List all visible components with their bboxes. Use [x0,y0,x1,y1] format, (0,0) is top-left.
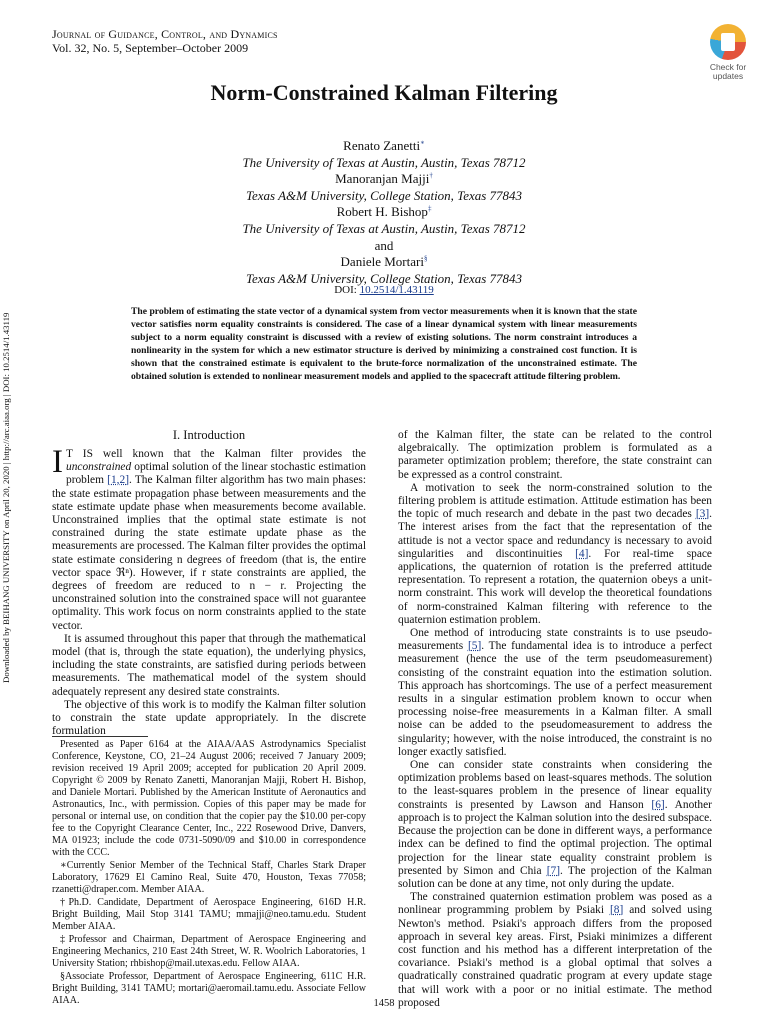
right-column [398,429,712,1010]
left-column [52,444,366,738]
author-name: Robert H. Bishop‡ [336,204,432,220]
journal-header [52,27,278,55]
check-for-updates-icon [710,24,746,60]
citation-link[interactable]: [7] [546,864,561,877]
paragraph: The objective of this work is to modify the Kalman filter solution to constrain the state update appropriately. In the discrete formulation [52,698,366,738]
intro-paragraph: I T IS well known that the Kalman filter provides the unconstrained optimal solution of the linear stochastic estimation problem [1,2]. The Kalman filter algorithm has two main phases: the state estimate propagation phase between measurements and the state estimate update phase when measurements become available. Unconstrained implies that the optimal state estimate is not constrained during the state estimate update phase as the measurements are processed. The Kalman filter provides the optimal state estimate considering n degrees of freedom (that is, the entire vector space ℜⁿ). However, if r state constraints are applied, the degrees of freedom are reduced to n − r. Projecting the unconstrained solution into the constrained space will not guarantee optimality. This work focus on norm constraints applied to the state vector. [52,444,366,632]
dropcap: I [52,444,63,480]
badge-label-1: Check for [709,62,747,72]
footnote: †Ph.D. Candidate, Department of Aerospace Engineering, 616D H.R. Bright Building, Mail Stop 3141 TAMU; mmajji@neo.tamu.edu. Student Member AIAA. [52,897,366,932]
journal-volume: Vol. 32, No. 5, September–October 2009 [52,41,249,55]
paragraph: The constrained quaternion estimation problem was posed as a nonlinear programming problem by Psiaki [8] and solved using Newton's method. Psiaki's approach differs from the proposed approach in several key areas. First, Psiaki minimizes a different cost function and his method has a different interpretation of the covariance. Psiaki's method is a global optimal that solves a quadratically constrained quadratic program at every update stage that will work with a poor or no initial estimate. The method proposed [398,891,712,1009]
paragraph: A motivation to seek the norm-constrained solution to the filtering problem is attitude estimation. Attitude estimation has been the topic of much research and debate in the past two decades [3]. The interest arises from the fact that the representation of the attitude is not a vector space and redundancy is necessary to avoid singularities and discontinuities [4]. For real-time space applications, the quaternion of rotation is the preferred attitude representation. To represent a rotation, the quaternion obeys a unit-norm constraint. This work will develop the theoretical foundations of norm-constrained Kalman filtering with reference to the quaternion estimation problem. [398,481,712,626]
journal-name: Journal of Guidance, Control, and Dynamics [52,27,278,41]
citation-link[interactable]: [4] [575,547,589,560]
download-sidebar: Downloaded by BEIHANG UNIVERSITY on April 20, 2020 | http://arc.aiaa.org | DOI: 10.2514/1.43119 [1,312,11,683]
author-affiliation: The University of Texas at Austin, Austin, Texas 78712 [242,220,526,236]
author-name: Renato Zanetti∗ [343,138,425,153]
footnote-rule [52,736,148,737]
page-number: 1458 [373,998,395,1009]
author-affiliation: The University of Texas at Austin, Austin, Texas 78712 [242,154,526,170]
footnote-link[interactable]: † [429,171,433,180]
citation-link[interactable]: [5] [467,640,482,653]
citation-link[interactable]: [1,2] [107,474,129,487]
section-heading: I. Introduction [172,428,246,442]
paragraph: It is assumed throughout this paper that through the mathematical model (that is, through the state equation), the underlying physics, including the state constraints, are satisfied during periods between measurements. The mathematical model of the system should adequately represent any desired state constraints. [52,632,366,698]
author-affiliation: Texas A&M University, College Station, Texas 77843 [245,187,523,203]
paragraph: One method of introducing state constraints is to use pseudo-measurements [5]. The fundamental idea is to introduce a perfect measurement (hence the use of the term pseudomeasurement) consisting of the constraint equation into the estimation solution. This approach has shortcomings. The use of a perfect measurement results in a singular estimation problem known to occur when processing noise-free measurements in a Kalman filter. A small noise can be added to the pseudomeasurement to address the singularity; however, with the noise introduced, the constraint is no longer exactly satisfied. [398,627,712,758]
paragraph: One can consider state constraints when considering the optimization problems based on least-squares methods. The solution to the least-squares problem in the presence of linear equality constraints is presented by Lawson and Hanson [6]. Another approach is to project the Kalman solution into the desired subspace. Because the projection can be done in different ways, a performance index can be defined to find the optimal projection. The optimal projection for the linear state equality constraint problem is presented by Simon and Chia [7]. The projection of the Kalman solution can be done at any time, not only during the update. [398,759,713,890]
doi-line [0,284,768,296]
check-for-updates-badge[interactable] [701,24,755,81]
citation-link[interactable]: [3] [695,508,710,521]
footnote: §Associate Professor, Department of Aerospace Engineering, 611C H.R. Bright Building, 3141 TAMU; mortari@aeromail.tamu.edu. Associate Fellow AIAA. [52,971,366,1006]
author-name: Daniele Mortari§ [340,254,428,270]
paragraph: of the Kalman filter, the state can be related to the control algebraically. The optimization problem is formulated as a parameter optimization problem; therefore, the state constraint can be expressed as a control constraint. [398,429,712,481]
citation-link[interactable]: [8] [609,904,624,917]
abstract: The problem of estimating the state vector of a dynamical system from vector measurements when it is known that the state vector satisfies norm equality constraints is considered. The case of a linear dynamical system with linear measurements subject to a norm equality constraint is discussed with a review of existing solutions. The norm constraint introduces a nonlinearity in the system for which a new estimator structure is derived by minimizing a constrained cost function. It is shown that the constrained estimate is equivalent to the brute-force normalization of the unconstrained estimate. The obtained solution is extended to nonlinear measurement models and applied to the spacecraft attitude filtering problem. [131,306,637,382]
badge-label-2: updates [712,71,744,81]
author-name: Manoranjan Majji† [335,171,433,187]
footnotes [52,739,366,1008]
and-word: and [374,237,394,253]
footnote: ‡Professor and Chairman, Department of Aerospace Engineering and Engineering Mechanics, 210 East 24th Street, W. R. Woolrich Laboratories, 1 University Station; rhbishop@mail.utexas.edu. Fellow AIAA. [52,934,366,969]
citation-link[interactable]: [6] [651,798,665,811]
footnote-link[interactable]: § [423,254,428,263]
footnote: ∗Currently Senior Member of the Technical Staff, Charles Stark Draper Laboratory, 17629 El Camino Real, Suite 470, Houston, Texas 77058; rzanetti@draper.com. Member AIAA. [52,860,366,895]
author-block [0,138,768,287]
footnote-link[interactable]: ∗ [420,138,425,147]
doi-link[interactable]: 10.2514/1.43119 [359,284,434,296]
author-affiliation: Texas A&M University, College Station, Texas 77843 [245,270,523,286]
footnote: Presented as Paper 6164 at the AIAA/AAS Astrodynamics Specialist Conference, Keystone, CO, 21–24 August 2006; received 7 January 2009; revision received 19 April 2009; accepted for publication 20 April 2009. Copyright © 2009 by Renato Zanetti, Manoranjan Majji, Robert H. Bishop, and Daniele Mortari. Published by the American Institute of Aeronautics and Astronautics, Inc., with permission. Copies of this paper may be made for personal or internal use, on condition that the copier pay the $10.00 per-copy fee to the Copyright Clearance Center, Inc., 222 Rosewood Drive, Danvers, MA 01923; include the code 0731-5090/09 and $10.00 in correspondence with the CCC. [52,739,366,858]
footnote-link[interactable]: ‡ [427,205,432,214]
paper-title: Norm-Constrained Kalman Filtering [210,80,558,105]
doi-prefix: DOI: [334,284,360,296]
